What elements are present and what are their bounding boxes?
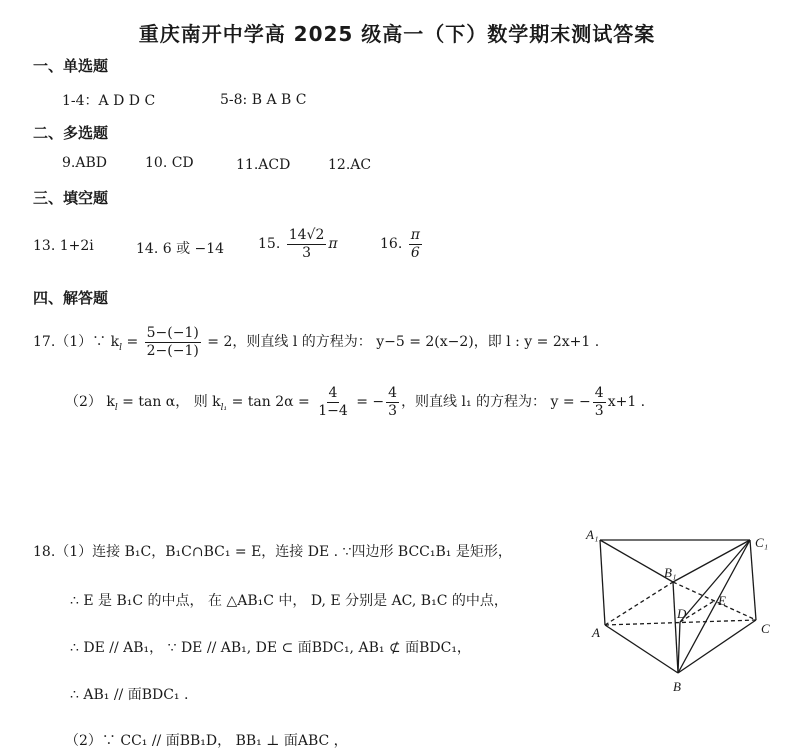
label-B: B <box>673 679 681 694</box>
answer-9: 9.ABD <box>62 155 107 171</box>
q18-line3: ∴ DE // AB₁， ∵ DE // AB₁, DE ⊂ 面BDC₁, AB₁ ⊄ 面BDC₁， <box>70 640 471 656</box>
label-E: E <box>718 593 726 608</box>
q17-part1: 17.（1）∵ $k_l$ = $\frac{5-(-1)}{2-(-1)}$ = 2，则直线 l 的方程为： y−5 = 2(x−2)，即 l : y = 2x+1 . <box>33 325 600 359</box>
edge-AB <box>605 625 678 673</box>
answer-10: 10. CD <box>145 155 194 171</box>
answer-14: 14. 6 或 −14 <box>136 241 225 257</box>
section-multi-choice: 二、多选题 <box>33 124 109 142</box>
q17-part2: （2） $k_l = \tan \alpha$， 则 $k_{l_1} = \tan 2\alpha$ = $\frac{4}{1-4}$ = − $\frac{4}{3}$ ，则直线 l₁ 的方程为： y = − $\frac{4}{3}$ x+1 . <box>65 385 646 419</box>
label-C1: C₁ <box>755 535 769 550</box>
edge-AB1-dashed <box>605 582 673 625</box>
label-C: C <box>761 621 770 636</box>
answers-1-4: 1-4：A D D C <box>62 93 156 109</box>
fraction-slope: $\frac{5-(-1)}{2-(-1)}$ <box>146 325 199 359</box>
edge-B1B <box>673 582 678 673</box>
page-title: 重庆南开中学高 2025 级高一（下）数学期末测试答案 <box>138 22 656 46</box>
edge-A1B1 <box>600 540 673 582</box>
answers-5-8: 5-8: B A B C <box>220 92 307 108</box>
fraction-neg: $\frac{4}{3}$ <box>388 385 398 419</box>
label-B1: B₁ <box>664 565 677 580</box>
label-D: D <box>677 606 687 621</box>
section-solutions: 四、解答题 <box>33 289 109 307</box>
answer-16: 16. $\frac{\pi}{6}$ <box>380 227 420 261</box>
answer-11: 11.ACD <box>236 157 291 173</box>
label-A1: A₁ <box>586 527 599 542</box>
prism-figure <box>578 525 778 700</box>
edge-C1C <box>750 540 756 620</box>
q18-line5: （2）∵ CC₁ // 面BB₁D， BB₁ ⊥ 面ABC ， <box>65 733 348 749</box>
edge-DC1 <box>680 540 750 622</box>
edge-BD <box>678 622 680 673</box>
edge-A1A <box>600 540 605 625</box>
fraction-line: $\frac{4}{3}$ <box>594 385 604 419</box>
q18-line2: ∴ E 是 B₁C 的中点， 在 △AB₁C 中， D, E 分别是 AC, B₁C 的中点， <box>70 593 508 609</box>
fraction-tan: $\frac{4}{1-4}$ <box>318 385 348 419</box>
answer-13: 13. 1+2i <box>33 238 94 254</box>
answer-15: 15. $\frac{14√2}{3}$ π <box>258 227 338 261</box>
fraction-15: $\frac{14√2}{3}$ <box>288 227 325 261</box>
section-fill-blank: 三、填空题 <box>33 189 109 207</box>
q18-line1: 18.（1）连接 B₁C，B₁C∩BC₁ = E，连接 DE . ∵四边形 BCC₁B₁ 是矩形， <box>33 544 512 560</box>
section-single-choice: 一、单选题 <box>33 57 109 75</box>
answer-12: 12.AC <box>328 157 372 173</box>
label-A: A <box>592 625 600 640</box>
edge-BC <box>678 620 756 673</box>
fraction-16: $\frac{\pi}{6}$ <box>410 227 420 261</box>
q18-line4: ∴ AB₁ // 面BDC₁ . <box>70 687 189 703</box>
